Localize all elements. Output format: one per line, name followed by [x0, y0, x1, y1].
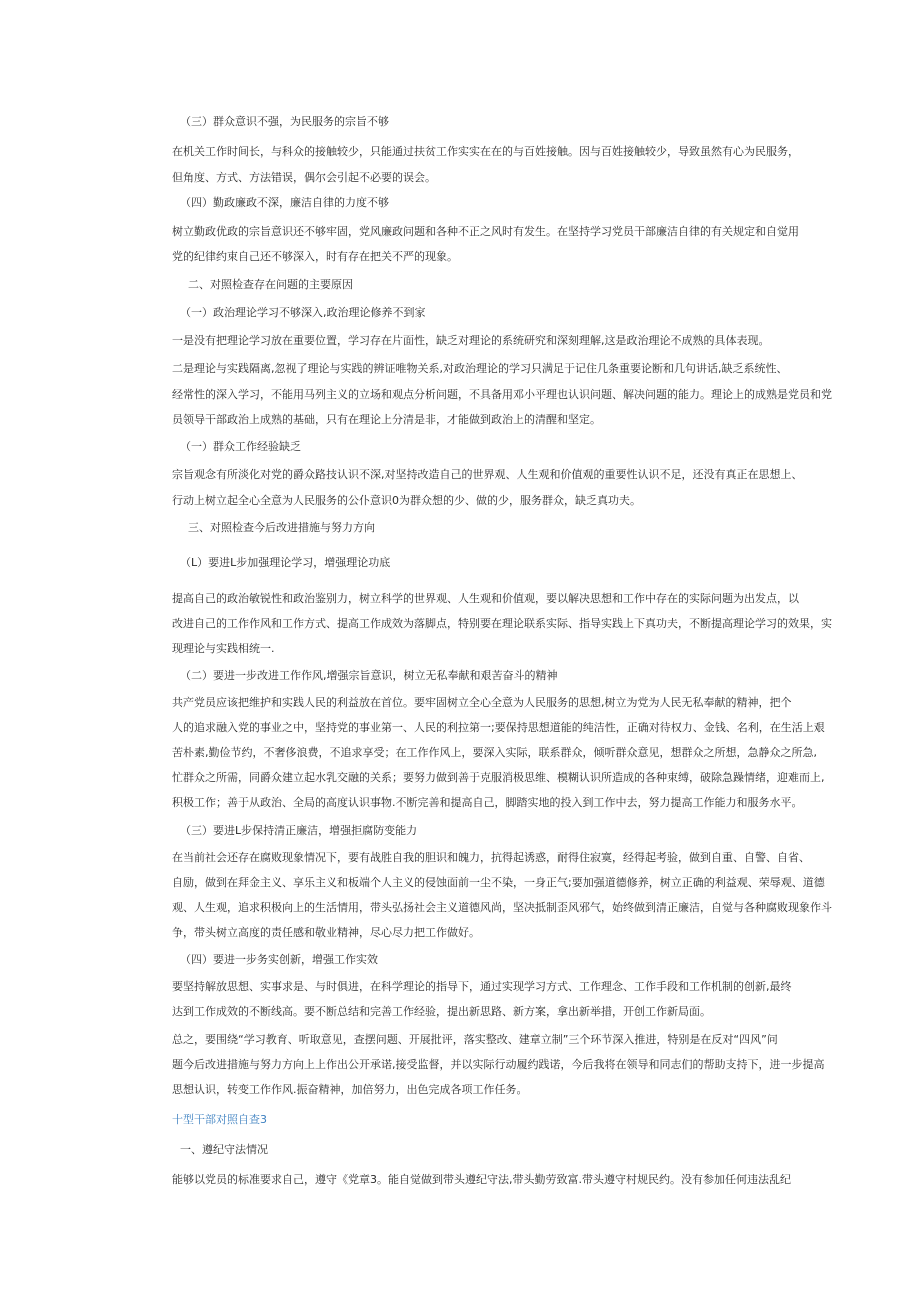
paragraph-line: 观、人生观，追求积极向上的生活情用，带头弘扬社会主义道德风尚，坚决抵制歪风邪气，始终做到清正廉洁，自觉与各种腐败现象作斗	[172, 901, 832, 914]
paragraph-line: 树立勤政优政的宗旨意识还不够牢固，党风廉政问题和各种不正之风时有发生。在坚持学习党员干部廉洁自律的有关规定和自觉用	[172, 225, 799, 238]
paragraph-line: 党的纪律约束自己还不够深入，时有存在把关不严的现象。	[172, 250, 458, 263]
paragraph-line: 题今后改进措施与努力方向上上作出公开承诺,接受监督，并以实际行动履约践诺，今后我将在领导和同志们的帮助支持下，进一步提高	[172, 1058, 825, 1071]
paragraph-line: 宗旨观念有所淡化对党的爵众路技认识不深,对坚持改造自己的世界观、人生观和价值观的重要性认识不足，还没有真正在思想上、	[172, 468, 803, 481]
paragraph-line: 要坚持解放思想、实事求是、与时俱进，在科学理论的指导下，通过实现学习方式、工作理念、工作手段和工作机制的创新,最终	[172, 980, 792, 993]
paragraph-line: 员领导干部政治上成熟的基础，只有在理论上分清是非，才能做到政治上的清醒和坚定。	[172, 413, 601, 426]
paragraph-line: 一是没有把理论学习放在重要位置，学习存在片面性，缺乏对理论的系统研究和深刻理解,这是政治理论不成熟的具体表现。	[172, 334, 770, 347]
paragraph-line: 改进自己的工作作风和工作方式、提高工作成效为落脚点，特别要在理论联系实际、指导实践上下真功夫，不断提高理论学习的效果，实	[172, 617, 832, 630]
chapter-heading: 三、对照检查今后改进措施与努力方向	[188, 521, 375, 534]
paragraph-line: 人的追求融入党的事业之中，坚持党的事业第一、人民的利拉第一;要保持思想道能的纯洁性，正确对待权力、金钱、名利，在生活上艰	[172, 721, 825, 734]
paragraph-line: 现理论与实践相统一.	[172, 642, 275, 655]
section-heading: 一、遵纪守法情况	[180, 1143, 268, 1156]
section-heading: （一）群众工作经验缺乏	[180, 440, 301, 453]
chapter-heading: 二、对照检查存在问题的主要原因	[188, 278, 353, 291]
paragraph-line: 能够以党员的标准要求自己，遵守《党章3。能自觉做到带头遵纪守法,带头勤劳致富.带头遵守村规民约。没有参加任何违法乱纪	[172, 1173, 791, 1186]
document-title-link[interactable]: 十型干部对照自查3	[172, 1113, 267, 1126]
paragraph-line: 在当前社会还存在腐败现象情况下，要有战胜自我的胆识和魄力，抗得起诱惑，耐得住寂寞，经得起考验，做到自重、自警、自省、	[172, 851, 810, 864]
paragraph-line: 共产党员应该把维护和实践人民的利益放在首位。要牢固树立全心全意为人民服务的思想,树立为党为人民无私奉献的精神，把个	[172, 696, 792, 709]
section-heading: （一）政治理论学习不够深入,政治理论修养不到家	[180, 306, 426, 319]
paragraph-line: 总之，要围绕“学习教育、听取意见，查摆问题、开展批评，落实整改、建章立制”三个环节深入推进，特别是在反对“四风”问	[172, 1033, 778, 1046]
paragraph-line: 思想认识，转变工作作风.振奋精神，加倍努力，出色完成各项工作任务。	[172, 1083, 528, 1096]
paragraph-line: 提高自己的政治敏锐性和政治鉴别力，树立科学的世界观、人生观和价值观，要以解决思想和工作中存在的实际问题为出发点，以	[172, 592, 799, 605]
section-heading: （三）群众意识不强，为民服务的宗旨不够	[180, 115, 389, 128]
section-heading: （三）要进L步保持清正廉洁，增强拒腐防变能力	[180, 824, 418, 837]
paragraph-line: 自励，做到在拜金主义、享乐主义和板端个人主义的侵蚀面前一尘不染，一身正气;要加强道德修养，树立正确的利益观、荣辱观、道德	[172, 876, 825, 889]
section-heading: （L）要进L步加强理论学习，增强理论功底	[180, 556, 391, 569]
section-heading: （二）要进一步改进工作作风,增强宗旨意识，树立无私奉献和艰苦奋斗的精神	[180, 669, 558, 682]
paragraph-line: 在机关工作时间长，与科众的接触较少，只能通过扶贫工作实实在在的与百姓接触。因与百姓接触较少，导致虽然有心为民服务，	[172, 145, 799, 158]
section-heading: （四）勤政廉政不深，廉洁自律的力度不够	[180, 196, 389, 209]
section-heading: （四）要进一步务实创新，增强工作实效	[180, 953, 378, 966]
paragraph-line: 但角度、方式、方法错误，偶尔会引起不必要的误会。	[172, 171, 436, 184]
paragraph-line: 达到工作成效的不断线高。要不断总结和完善工作经验，提出新思路、新方案，拿出新举措，开创工作新局面。	[172, 1005, 711, 1018]
paragraph-line: 经常性的深入学习，不能用马列主义的立场和观点分析问题，不具备用邓小平理也认识问题、解决问题的能力。理论上的成熟是党员和党	[172, 388, 832, 401]
paragraph-line: 二是理论与实践隔离,忽视了理论与实践的辨证唯物关系,对政治理论的学习只满足于记住几条重要论断和几句讲话,缺乏系统性、	[172, 362, 788, 375]
paragraph-line: 忙群众之所需，同爵众建立起水乳交融的关系；要努力做到善于克服消极思维、模糊认识所造成的各种束缚，破除急躁情绪，迎难而上,	[172, 771, 825, 784]
paragraph-line: 积极工作；善于从政治、全局的高度认识事物.不断完善和提高自己，脚踏实地的投入到工作中去，努力提高工作能力和服务水平。	[172, 796, 803, 809]
paragraph-line: 苦朴素,勤俭节约，不奢侈浪费，不追求享受；在工作作风上，要深入实际，联系群众，倾听群众意见，想群众之所想，急静众之所急,	[172, 746, 817, 759]
paragraph-line: 争，带头树立高度的责任感和敬业精神，尽心尽力把工作做好。	[172, 926, 480, 939]
paragraph-line: 行动上树立起全心全意为人民服务的公仆意识0为群众想的少、做的少，服务群众，缺乏真功夫。	[172, 494, 641, 507]
